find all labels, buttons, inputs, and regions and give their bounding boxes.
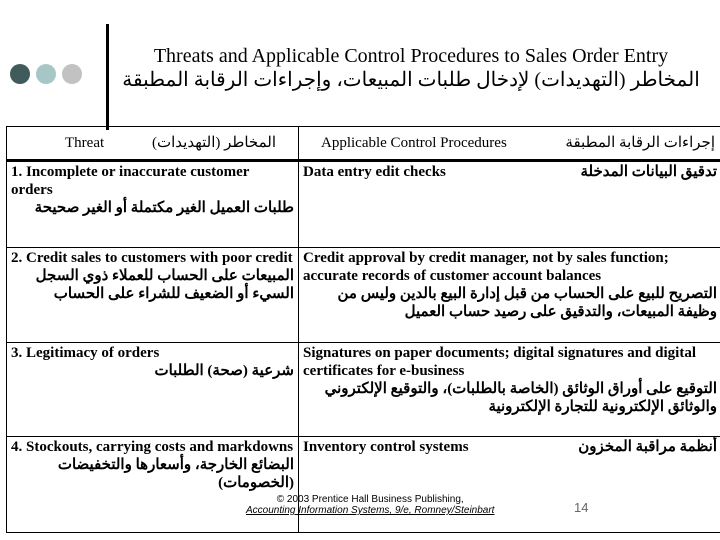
threat-text-en: 1. Incomplete or inaccurate customer orders	[11, 164, 250, 198]
title-english: Threats and Applicable Control Procedures to Sales Order Entry	[153, 45, 669, 67]
control-text-en: Credit approval by credit manager, not by sales function; accurate records of customer account balances	[303, 250, 669, 284]
decorative-dots	[10, 64, 82, 84]
control-header-ar: إجراءات الرقابة المطبقة	[565, 135, 715, 151]
dot-teal	[36, 64, 56, 84]
control-text-en: Signatures on paper documents; digital signatures and digital certificates for e-business	[303, 345, 696, 379]
threat-text-ar: البضائع الخارجة، وأسعارها والتخفيضات (الخصومات)	[57, 457, 294, 491]
table-row	[7, 343, 720, 437]
dot-dark	[10, 64, 30, 84]
control-cell	[299, 343, 720, 437]
table-header-row	[7, 127, 720, 161]
table-row	[7, 248, 720, 343]
control-text-en: Inventory control systems	[303, 439, 469, 455]
threat-header-ar: المخاطر (التهديدات)	[151, 135, 276, 151]
control-text-ar: تدقيق البيانات المدخلة	[580, 164, 717, 180]
page-number: 14	[574, 500, 589, 515]
threat-header-cell	[7, 127, 299, 161]
table-row	[7, 437, 720, 533]
table-row	[7, 161, 720, 248]
threat-header-en: Threat	[65, 135, 105, 151]
control-cell	[299, 437, 720, 533]
slide-title	[112, 44, 710, 92]
dot-grey	[62, 64, 82, 84]
controls-table	[6, 126, 720, 533]
threat-cell	[7, 343, 299, 437]
control-text-ar: التوقيع على أوراق الوثائق (الخاصة بالطلبات)، والتوقيع الإلكتروني والوثائق الإلكترونية للتجارة الإلكترونية	[324, 381, 717, 415]
control-cell	[299, 161, 720, 248]
copyright-footer	[246, 494, 494, 516]
threat-text-en: 4. Stockouts, carrying costs and markdowns	[11, 439, 294, 455]
title-divider	[106, 24, 109, 130]
threat-text-ar: المبيعات على الحساب للعملاء ذوي السجل السيء أو الضعيف للشراء على الحساب	[35, 268, 294, 302]
control-header-cell	[299, 127, 720, 161]
threat-cell	[7, 248, 299, 343]
control-header-en: Applicable Control Procedures	[321, 135, 507, 151]
threat-text-ar: طلبات العميل الغير مكتملة أو الغير صحيحة	[34, 200, 294, 216]
control-text-ar: التصريح للبيع على الحساب من قبل إدارة البيع بالدين وليس من وظيفة المبيعات، والتدقيق على رصيد حساب العميل	[337, 286, 717, 320]
threat-text-en: 2. Credit sales to customers with poor credit	[11, 250, 293, 266]
threat-text-ar: شرعية (صحة) الطلبات	[154, 363, 294, 379]
control-text-en: Data entry edit checks	[303, 164, 446, 180]
footer-line-1: © 2003 Prentice Hall Business Publishing,	[276, 494, 464, 505]
title-arabic: المخاطر (التهديدات) لإدخال طلبات المبيعات، وإجراءات الرقابة المطبقة	[122, 69, 700, 91]
threat-text-en: 3. Legitimacy of orders	[11, 345, 160, 361]
control-text-ar: أنظمة مراقبة المخزون	[578, 439, 717, 455]
threat-cell	[7, 437, 299, 533]
threat-cell	[7, 161, 299, 248]
control-cell	[299, 248, 720, 343]
footer-line-2: Accounting Information Systems, 9/e, Romney/Steinbart	[246, 505, 495, 516]
